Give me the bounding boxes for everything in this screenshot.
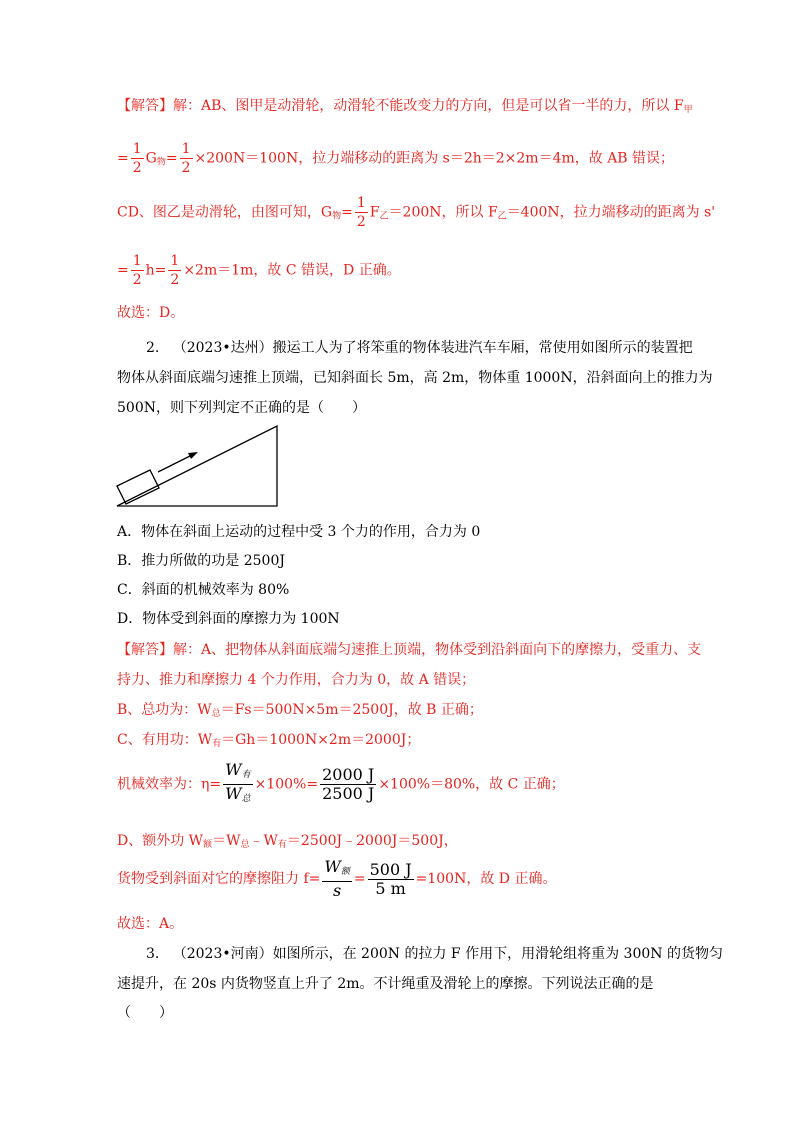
question3-line1: 3. （2023•河南）如图所示，在 200N 的拉力 F 作用下，用滑轮组将重为 300N 的货物匀	[146, 946, 723, 962]
option-d: D．物体受到斜面的摩擦力为 100N	[117, 611, 340, 627]
solution2-line3: B、总功为：$W_总=Fs=500N\times 5m=2500J$，故 B 正确；	[117, 702, 483, 719]
fraction-w-extra-over-s: $\frac{W_额}{s}$	[324, 857, 350, 900]
fraction-half: $\frac{1}{2}$	[132, 141, 142, 176]
question3-number: 3.	[146, 946, 160, 962]
solution1-tag: 【解答】	[117, 98, 173, 114]
fraction-2000-over-2500: $\frac{2000 J}{2500 J}$	[322, 765, 375, 803]
solution2-answer: 故选：A。	[117, 916, 184, 932]
solution1-line4: = $\frac{1}{2}$ h= $\frac{1}{2}$ ×2m＝1m，故 C 错误，D 正确。	[117, 253, 401, 288]
question2-line1: 2. （2023•达州）搬运工人为了将笨重的物体装进汽车车厢，常使用如图所示的装置把	[146, 340, 693, 356]
fraction-500-over-5: $\frac{500 J}{5 m}$	[369, 859, 412, 898]
fraction-half: $\frac{1}{2}$	[132, 253, 142, 288]
question2-line3: 500N，则下列判定不正确的是（ ）	[117, 400, 366, 416]
solution2-line1: 【解答】解：A、把物体从斜面底端匀速推上顶端，物体受到沿斜面向下的摩擦力，受重力、支	[117, 642, 702, 658]
solution2-line2: 持力、推力和摩擦力 4 个力作用，合力为 0，故 A 错误；	[117, 672, 476, 688]
question3-line3: （ ）	[117, 1005, 173, 1021]
block	[117, 470, 159, 504]
incline-diagram	[112, 420, 292, 512]
option-a: A．物体在斜面上运动的过程中受 3 个力的作用，合力为 0	[117, 524, 481, 540]
solution2-line6: D、额外功 $W_额=W_总﹣W_有=2500J﹣2000J=500J$，	[117, 833, 458, 850]
fraction-w-useful-over-w-total: $\frac{W_有}{W_总}$	[225, 760, 251, 804]
question3-line2: 速提升，在 20s 内货物竖直上升了 2m。不计绳重及滑轮上的摩擦。下列说法正确的是	[117, 976, 654, 992]
arrow-head-icon	[188, 452, 198, 459]
fraction-half: $\frac{1}{2}$	[170, 253, 180, 288]
solution1-line2: = $\frac{1}{2}$ $G_物=$ $\frac{1}{2}$ ×200N＝100N，拉力端移动的距离为 s＝2h＝2×2m＝4m，故 AB 错误；	[117, 141, 675, 176]
solution1-line3: CD、图乙是动滑轮，由图可知，$G_物=$ $\frac{1}{2}$ $F_乙=200N$，所以 $F_乙=400N$，拉力端移动的距离为 s'	[117, 195, 716, 230]
fraction-half: $\frac{1}{2}$	[356, 195, 366, 230]
option-b: B．推力所做的功是 2500J	[117, 553, 285, 569]
question2-line2: 物体从斜面底端匀速推上顶端，已知斜面长 5m，高 2m，物体重 1000N，沿斜面向上的推力为	[117, 370, 713, 386]
push-force-arrow-line	[158, 455, 192, 472]
solution1-answer: 故选：D。	[117, 305, 185, 321]
solution2-friction: 货物受到斜面对它的摩擦阻力 f= $\frac{W_额}{s}$ = $\frac{500 J}{5 m}$ =100N，故 D 正确。	[117, 857, 557, 900]
question2-number: 2.	[146, 340, 160, 356]
incline-triangle	[117, 426, 277, 506]
option-c: C．斜面的机械效率为 80%	[117, 582, 290, 598]
solution2-line4: C、有用功：$W_有=Gh=1000N\times 2m=2000J$；	[117, 732, 421, 749]
solution2-tag: 【解答】	[117, 642, 173, 658]
solution2-efficiency: 机械效率为：η= $\frac{W_有}{W_总}$ ×100%= $\frac{2000 J}{2500 J}$ ×100%＝80%，故 C 正确；	[117, 761, 565, 808]
solution1-line1: 【解答】解：AB、图甲是动滑轮，动滑轮不能改变力的方向，但是可以省一半的力，所以 $F_甲$	[117, 98, 693, 115]
fraction-half: $\frac{1}{2}$	[181, 141, 191, 176]
